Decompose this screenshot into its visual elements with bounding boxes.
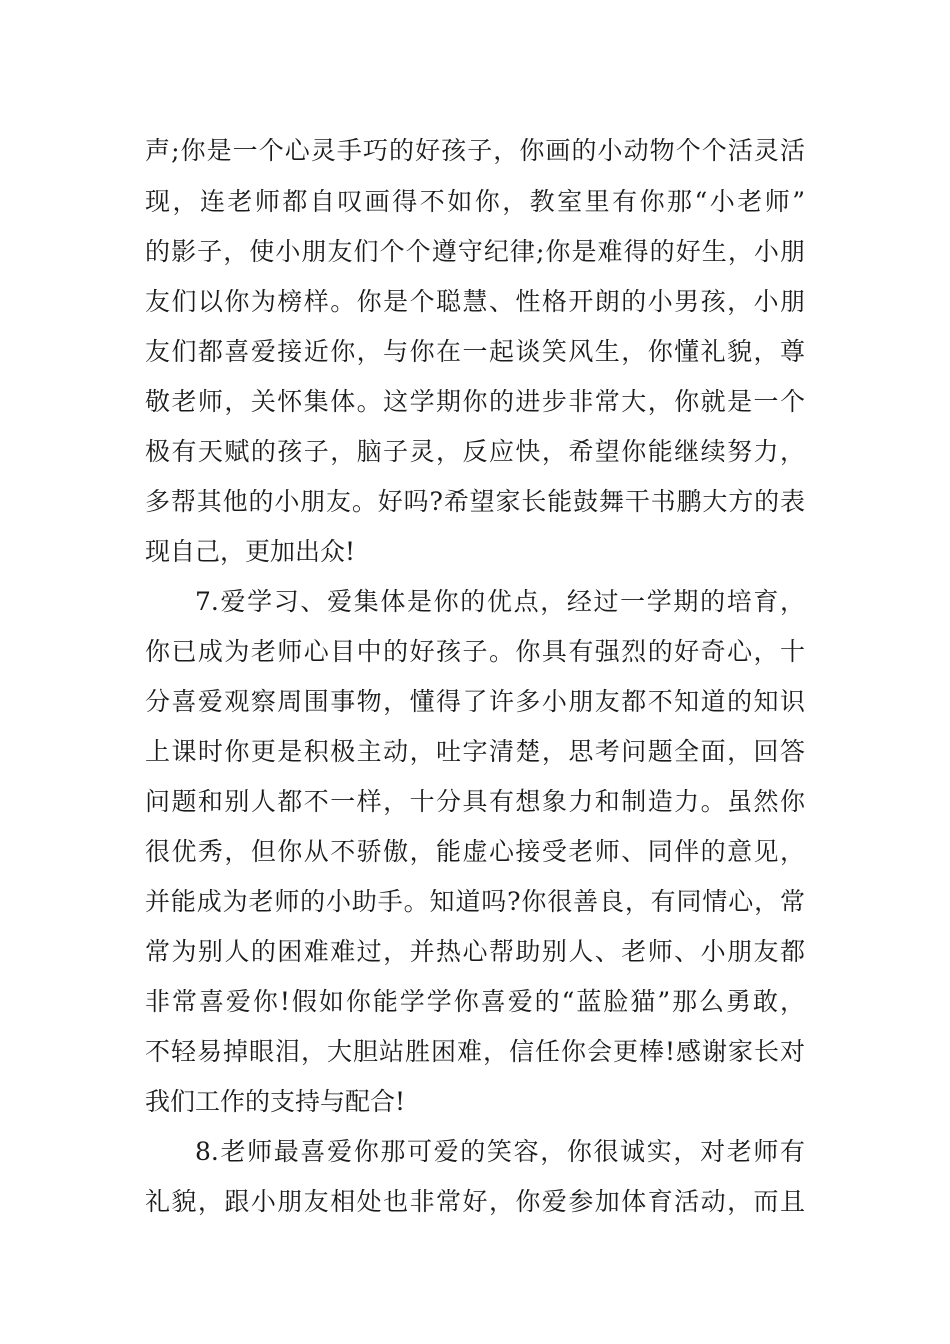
text-line: 不轻易掉眼泪，大胆站胜困难，信任你会更棒!感谢家长对	[145, 1037, 805, 1066]
text-line: 你已成为老师心目中的好孩子。你具有强烈的好奇心，十	[145, 637, 805, 666]
text-line: 礼貌，跟小朋友相处也非常好，你爱参加体育活动，而且	[145, 1187, 805, 1216]
text-line: 上课时你更是积极主动，吐字清楚，思考问题全面，回答	[145, 737, 805, 766]
paragraph-start-line: 7.爱学习、爱集体是你的优点，经过一学期的培育，	[195, 587, 805, 616]
text-line: 声;你是一个心灵手巧的好孩子，你画的小动物个个活灵活	[145, 136, 805, 165]
text-line: 友们都喜爱接近你，与你在一起谈笑风生，你懂礼貌，尊	[145, 337, 805, 366]
paragraph-start-line: 8.老师最喜爱你那可爱的笑容，你很诚实，对老师有	[195, 1137, 805, 1166]
text-line: 现自己，更加出众!	[145, 537, 356, 566]
text-line: 现，连老师都自叹画得不如你，教室里有你那“小老师”	[145, 187, 805, 216]
text-line: 很优秀，但你从不骄傲，能虚心接受老师、同伴的意见，	[145, 837, 805, 866]
text-line: 问题和别人都不一样，十分具有想象力和制造力。虽然你	[145, 787, 805, 816]
text-line: 非常喜爱你!假如你能学学你喜爱的“蓝脸猫”那么勇敢，	[145, 987, 805, 1016]
text-line: 极有天赋的孩子，脑子灵，反应快，希望你能继续努力，	[145, 437, 805, 466]
text-line: 敬老师，关怀集体。这学期你的进步非常大，你就是一个	[145, 387, 805, 416]
text-line: 多帮其他的小朋友。好吗?希望家长能鼓舞干书鹏大方的表	[145, 487, 805, 516]
text-line: 我们工作的支持与配合!	[145, 1087, 406, 1116]
text-line: 并能成为老师的小助手。知道吗?你很善良，有同情心，常	[145, 887, 805, 916]
text-line: 常为别人的困难难过，并热心帮助别人、老师、小朋友都	[145, 937, 805, 966]
text-line: 友们以你为榜样。你是个聪慧、性格开朗的小男孩，小朋	[145, 287, 805, 316]
text-line: 分喜爱观察周围事物，懂得了许多小朋友都不知道的知识	[145, 687, 805, 716]
text-line: 的影子，使小朋友们个个遵守纪律;你是难得的好生，小朋	[145, 237, 805, 266]
